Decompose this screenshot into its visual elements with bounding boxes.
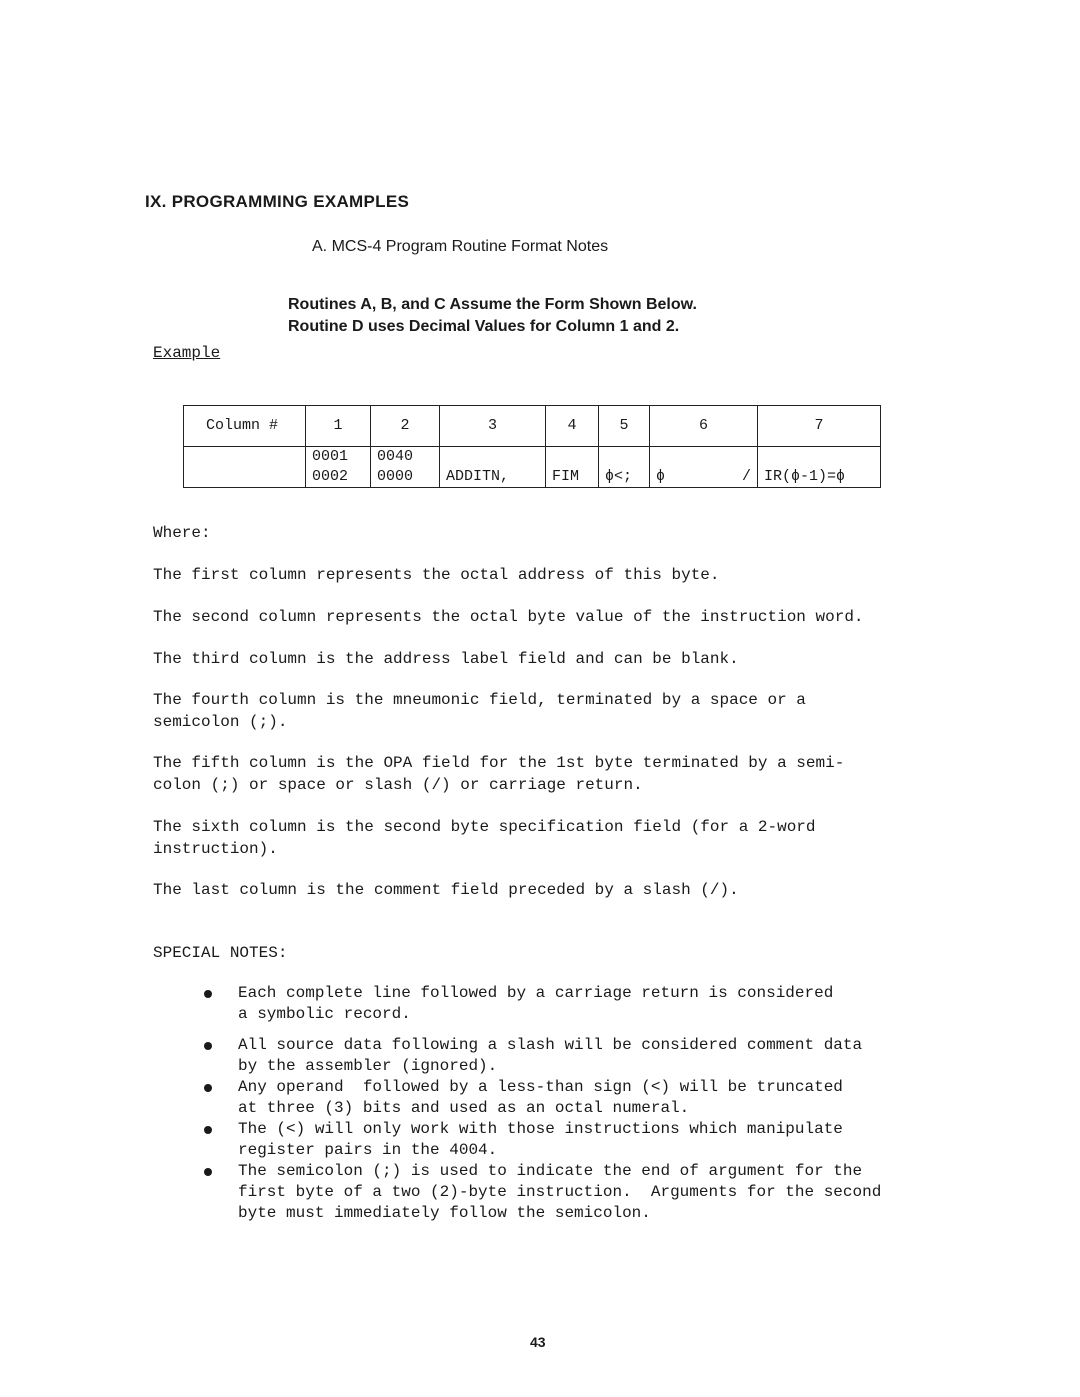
format-example-table	[183, 405, 881, 488]
address-value: 0001	[312, 448, 349, 465]
bullet-icon	[204, 1084, 212, 1092]
example-label: Example	[153, 344, 221, 362]
header-cell-column: Column #	[184, 406, 306, 447]
list-item-text: All source data following a slash will be considered comment data by the assembler (ignored).	[238, 1036, 863, 1075]
format-note-line: Routine D uses Decimal Values for Column 1 and 2.	[288, 318, 680, 335]
table-cell-empty	[184, 447, 306, 488]
mnemonic-value: FIM	[552, 468, 580, 485]
header-cell-5: 5	[599, 406, 650, 447]
second-byte-value: ϕ	[656, 468, 666, 485]
table-cell-second-byte	[650, 447, 758, 488]
table-row	[184, 447, 881, 488]
address-value: 0002	[312, 468, 349, 485]
column-description: The fourth column is the mneumonic field, terminated by a space or a semicolon (;).	[153, 691, 806, 731]
where-label: Where:	[153, 524, 211, 542]
column-description: The second column represents the octal byte value of the instruction word.	[153, 608, 864, 626]
header-cell-1: 1	[306, 406, 371, 447]
header-cell-3: 3	[440, 406, 546, 447]
bullet-icon	[204, 1126, 212, 1134]
bullet-icon	[204, 990, 212, 998]
comment-slash: /	[741, 468, 751, 485]
format-note-line: Routines A, B, and C Assume the Form Shown Below.	[288, 296, 697, 313]
byte-value: 0000	[377, 468, 414, 485]
column-description: The first column represents the octal address of this byte.	[153, 566, 720, 584]
list-item-text: Any operand followed by a less-than sign (<) will be truncated at three (3) bits and used as an octal numeral.	[238, 1078, 843, 1117]
comment-value: IR(ϕ-1)=ϕ	[764, 468, 846, 485]
table-cell-label	[440, 447, 546, 488]
opa-value: ϕ<;	[605, 468, 633, 485]
column-description: The sixth column is the second byte specification field (for a 2-word instruction).	[153, 818, 816, 858]
table-cell-address	[306, 447, 371, 488]
column-description: The third column is the address label field and can be blank.	[153, 650, 739, 668]
label-value: ADDITN,	[446, 468, 510, 485]
header-cell-6: 6	[650, 406, 758, 447]
table-cell-comment	[758, 447, 881, 488]
header-cell-4: 4	[546, 406, 599, 447]
column-description: The fifth column is the OPA field for the 1st byte terminated by a semi- colon (;) or space or slash (/) or carriage return.	[153, 754, 845, 794]
list-item-text: The semicolon (;) is used to indicate the end of argument for the first byte of a two (2)-byte instruction. Arguments for the second byte must immediately follow the semicolon.	[238, 1162, 882, 1222]
list-item-text: The (<) will only work with those instructions which manipulate register pairs in the 4004.	[238, 1120, 843, 1159]
table-cell-byte-value	[371, 447, 440, 488]
header-cell-2: 2	[371, 406, 440, 447]
byte-value: 0040	[377, 448, 414, 465]
table-cell-mnemonic	[546, 447, 599, 488]
list-item-text: Each complete line followed by a carriage return is considered a symbolic record.	[238, 984, 834, 1023]
section-title: IX. PROGRAMMING EXAMPLES	[145, 192, 410, 211]
special-notes-title: SPECIAL NOTES:	[153, 944, 288, 962]
table-header-row	[184, 406, 881, 447]
table-cell-opa	[599, 447, 650, 488]
subsection-title: A. MCS-4 Program Routine Format Notes	[312, 238, 609, 255]
bullet-icon	[204, 1168, 212, 1176]
column-description: The last column is the comment field preceded by a slash (/).	[153, 881, 739, 899]
bullet-icon	[204, 1042, 212, 1050]
page-number: 43	[530, 1334, 546, 1350]
header-cell-7: 7	[758, 406, 881, 447]
